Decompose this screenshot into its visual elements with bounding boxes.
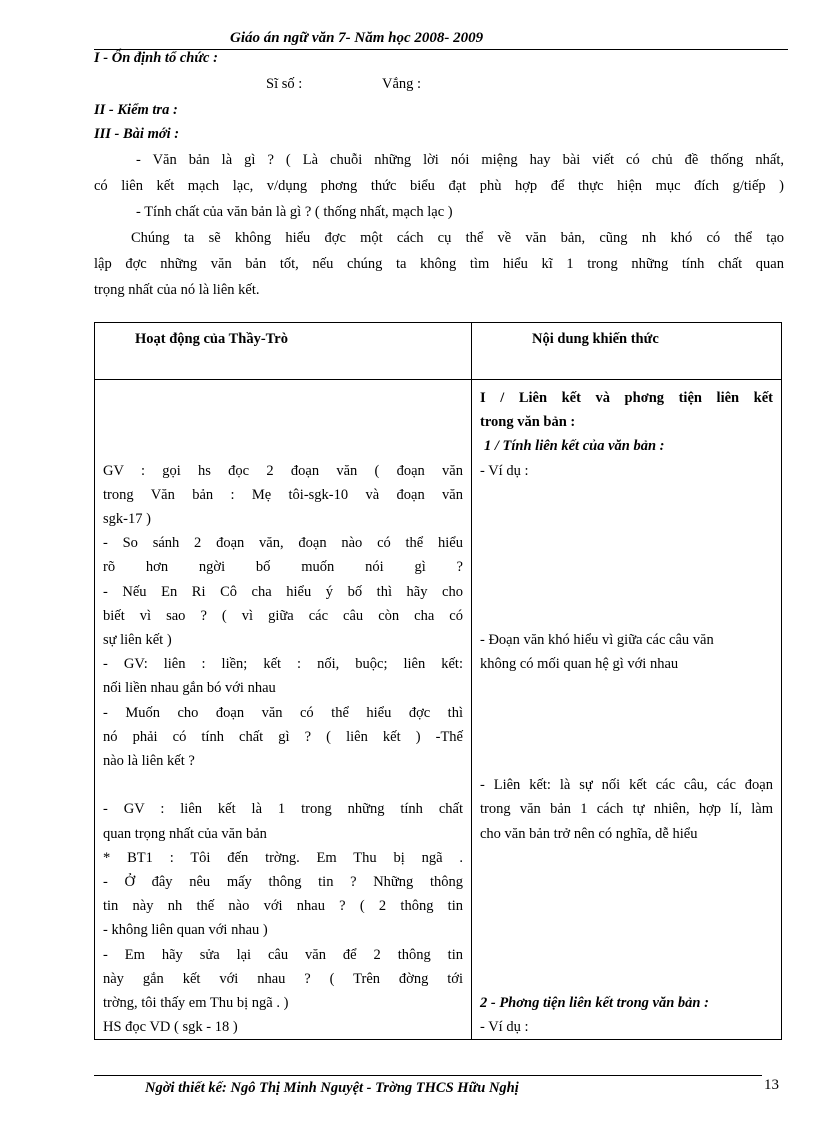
cell-text-line: - không liên quan với nhau ) xyxy=(103,922,268,939)
cell-blank-line xyxy=(480,604,773,628)
cell-blank-line xyxy=(480,580,773,604)
cell-text-line: - GV : liên kết là 1 trong những tính chất xyxy=(103,801,463,818)
intro-paragraph-1a: - Văn bản là gì ? ( Là chuỗi những lời nói miệng hay bài viết có chủ đề thống nhất, xyxy=(136,152,784,168)
cell-text-line: nó phải có tính chất gì ? ( liên kết ) -Thế xyxy=(103,728,463,745)
cell-blank-line xyxy=(480,483,773,507)
cell-text-line: quan trọng nhất của văn bản xyxy=(103,825,267,842)
cell-blank-line xyxy=(480,918,773,942)
cell-text-line: - GV: liên : liền; kết : nối, buộc; liên kết: xyxy=(103,656,463,673)
cell-text-line: - Muốn cho đoạn văn có thể hiểu đợc thì xyxy=(103,704,463,721)
cell-text-line: 1 / Tính liên kết của văn bản : xyxy=(484,438,665,455)
cell-blank-line xyxy=(480,942,773,966)
left-column-activities xyxy=(95,380,472,1040)
footer-rule xyxy=(94,1075,762,1076)
cell-text-line: sgk-17 ) xyxy=(103,510,151,527)
cell-blank-line xyxy=(480,749,773,773)
cell-text-line: biết vì sao ? ( vì giữa các câu còn cha có xyxy=(103,607,463,624)
cell-text-line: tin này nh thế nào với nhau ? ( 2 thông tin xyxy=(103,898,463,915)
cell-text-line: trong văn bản : xyxy=(480,414,576,431)
intro-paragraph-2: - Tính chất của văn bản là gì ? ( thống nhất, mạch lạc ) xyxy=(136,204,453,220)
cell-text-line: - Liên kết: là sự nối kết các câu, các đoạn xyxy=(480,777,773,794)
intro-paragraph-3b: lập đợc những văn bản tốt, nếu chúng ta không tìm hiểu kĩ 1 trong những tính chất quan xyxy=(94,256,784,272)
cell-blank-line xyxy=(480,870,773,894)
cell-blank-line xyxy=(103,773,463,797)
cell-text-line: HS đọc VD ( sgk - 18 ) xyxy=(103,1019,238,1036)
cell-text-line: trong Văn bản : Mẹ tôi-sgk-10 và đoạn văn xyxy=(103,486,463,503)
cell-text-line: cho văn bản trở nên có nghĩa, dễ hiểu xyxy=(480,825,698,842)
cell-blank-line xyxy=(480,894,773,918)
vang-label: Vắng : xyxy=(382,76,422,92)
section-3-heading: III - Bài mới : xyxy=(94,126,180,142)
cell-text-line: - Đoạn văn khó hiểu vì giữa các câu văn xyxy=(480,631,714,648)
header-content: Nội dung khiến thức xyxy=(472,323,782,380)
cell-text-line: trờng, tôi thấy em Thu bị ngã . ) xyxy=(103,995,289,1012)
section-1-heading: I - Ổn định tổ chức : xyxy=(94,50,218,66)
cell-text-line: rõ hơn ngời bố muốn nói gì ? xyxy=(103,559,463,576)
cell-text-line: I / Liên kết và phơng tiện liên kết xyxy=(480,390,773,406)
cell-blank-line xyxy=(480,555,773,579)
cell-text-line: * BT1 : Tôi đến trờng. Em Thu bị ngã . xyxy=(103,849,463,866)
cell-blank-line xyxy=(480,507,773,531)
table-body-row xyxy=(95,380,782,1040)
cell-text-line: - So sánh 2 đoạn văn, đoạn nào có thể hiểu xyxy=(103,535,463,552)
cell-blank-line xyxy=(103,386,463,410)
footer-author: Ngời thiết kế: Ngô Thị Minh Nguyệt - Trờng THCS Hữu Nghị xyxy=(145,1080,519,1096)
lesson-table xyxy=(94,322,782,1040)
cell-text-line: nào là liên kết ? xyxy=(103,753,195,769)
intro-paragraph-3c: trọng nhất của nó là liên kết. xyxy=(94,282,260,298)
cell-text-line: sự liên kết ) xyxy=(103,631,172,648)
cell-text-line: - Ví dụ : xyxy=(480,462,529,479)
right-column-content xyxy=(472,380,782,1040)
cell-text-line: - Ở đây nêu mấy thông tin ? Những thông xyxy=(103,874,463,890)
intro-paragraph-1b: có liên kết mạch lạc, v/dụng phơng thức biểu đạt phù hợp để thực hiện mục đích g/tiếp ) xyxy=(94,178,784,194)
cell-blank-line xyxy=(480,967,773,991)
page-header: Giáo án ngữ văn 7- Năm học 2008- 2009 xyxy=(230,30,484,46)
cell-text-line: nối liền nhau gắn bó với nhau xyxy=(103,680,276,697)
table-header-row xyxy=(95,323,782,380)
cell-blank-line xyxy=(480,725,773,749)
cell-blank-line xyxy=(103,434,463,458)
cell-text-line: - Em hãy sửa lại câu văn để 2 thông tin xyxy=(103,946,463,963)
cell-text-line: - Ví dụ : xyxy=(480,1019,529,1036)
cell-text-line: GV : gọi hs đọc 2 đoạn văn ( đoạn văn xyxy=(103,462,463,479)
page-number: 13 xyxy=(764,1077,779,1093)
cell-blank-line xyxy=(480,701,773,725)
siso-label: Sĩ số : xyxy=(266,76,303,92)
cell-text-line: này gắn kết với nhau ? ( Trên đờng tới xyxy=(103,970,463,987)
cell-text-line: trong văn bản 1 cách tự nhiên, hợp lí, làm xyxy=(480,801,773,818)
intro-paragraph-3a: Chúng ta sẽ không hiểu đợc một cách cụ thể về văn bản, cũng nh khó có thể tạo xyxy=(131,230,784,246)
cell-text-line: 2 - Phơng tiện liên kết trong văn bản : xyxy=(480,994,709,1011)
cell-blank-line xyxy=(480,531,773,555)
cell-blank-line xyxy=(103,410,463,434)
section-2-heading: II - Kiểm tra : xyxy=(94,102,178,118)
cell-text-line: không có mối quan hệ gì với nhau xyxy=(480,656,679,673)
header-teacher-student: Hoạt động của Thầy-Trò xyxy=(95,323,472,380)
cell-blank-line xyxy=(480,846,773,870)
cell-text-line: - Nếu En Ri Cô cha hiểu ý bố thì hãy cho xyxy=(103,583,463,600)
cell-blank-line xyxy=(480,676,773,700)
